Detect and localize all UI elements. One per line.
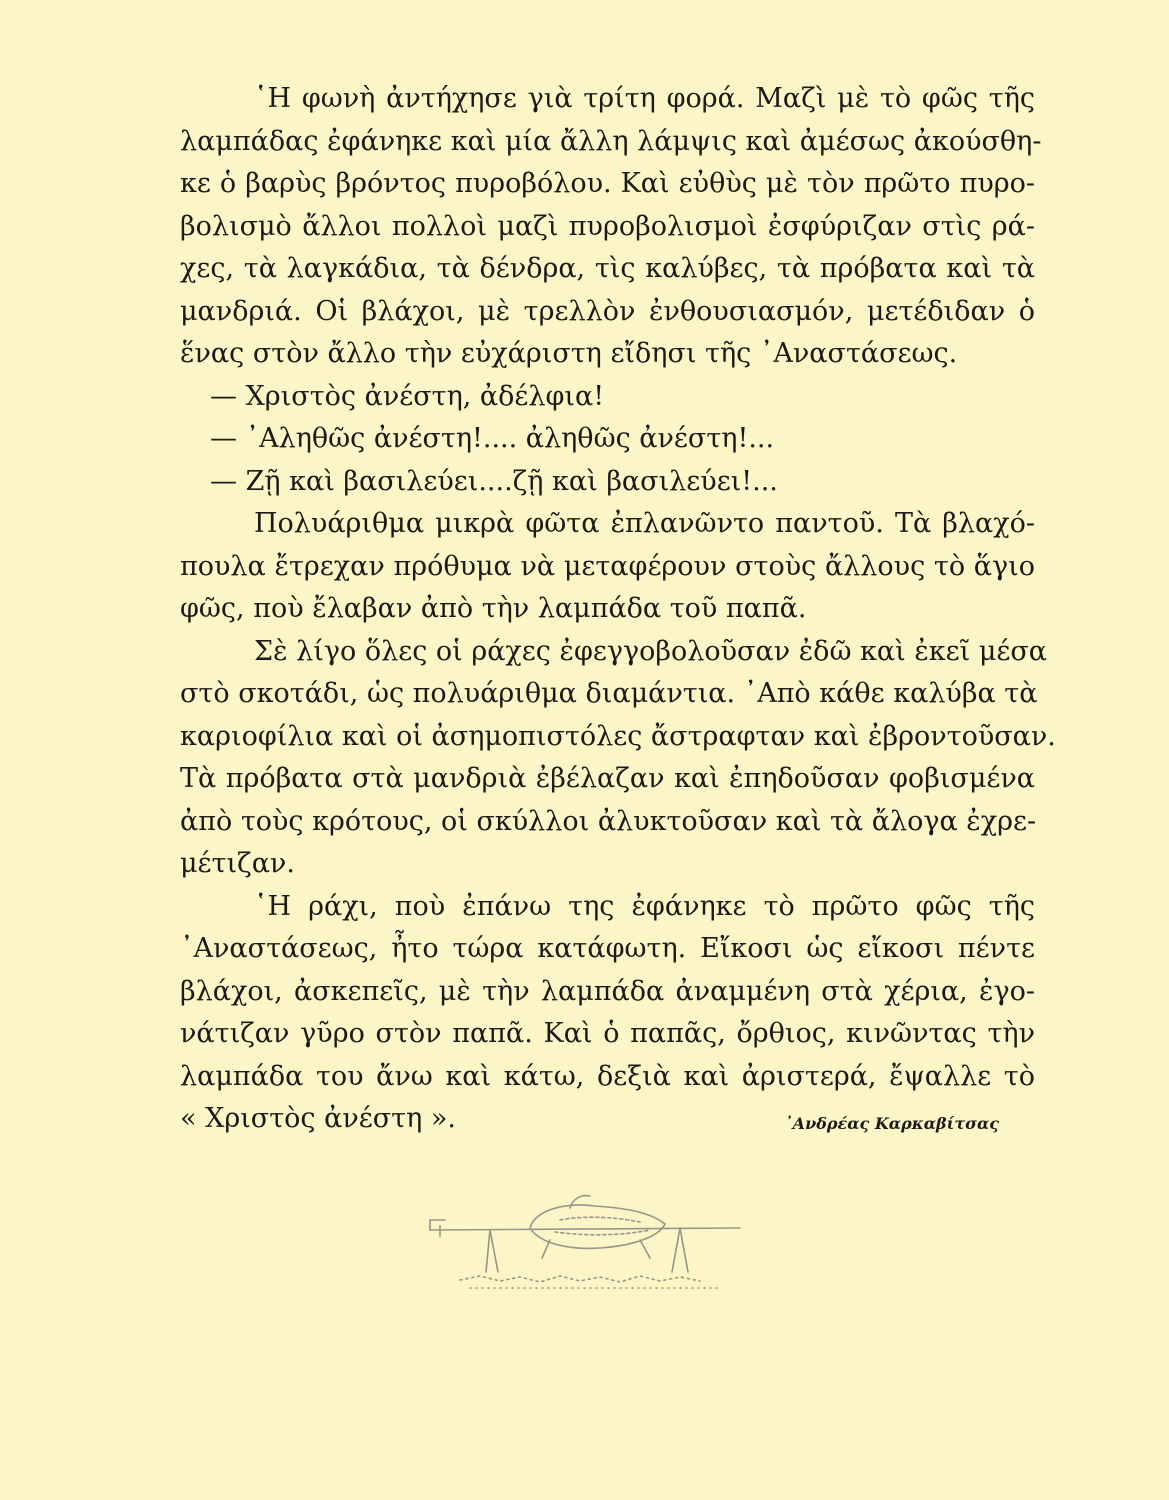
author-signature: ᾿Ανδρέας Καρκαβίτσας <box>784 1114 999 1133</box>
text-line: χες, τὰ λαγκάδια, τὰ δένδρα, τὶς καλύβες, τὰ πρόβατα καὶ τὰ <box>180 253 1035 284</box>
text-line: λαμπάδα του ἄνω καὶ κάτω, δεξιὰ καὶ ἀριστερά, ἔψαλλε τὸ <box>180 1060 1035 1092</box>
text-line: Πολυάριθμα μικρὰ φῶτα ἐπλανῶντο παντοῦ. Τὰ βλαχό- <box>254 508 1035 539</box>
text-line: πουλα ἔτρεχαν πρόθυμα νὰ μεταφέρουν στοὺς ἄλλους τὸ ἅγιο <box>180 550 1035 582</box>
story-text <box>180 78 1056 1141</box>
dialog-line: — Ζῇ καὶ βασιλεύει....ζῇ καὶ βασιλεύει!... <box>210 465 778 497</box>
text-line: ῾Η ράχι, ποὺ ἐπάνω της ἐφάνηκε τὸ πρῶτο φῶς τῆς <box>254 890 1035 922</box>
text-line: ᾿Αναστάσεως, ἦτο τώρα κατάφωτη. Εἴκοσι ὡς εἴκοσι πέντε <box>180 933 1035 964</box>
text-line: ἕνας στὸν ἄλλο τὴν εὐχάριστη εἴδησι τῆς ᾿Αναστάσεως. <box>180 338 958 369</box>
text-line: βλάχοι, ἀσκεπεῖς, μὲ τὴν λαμπάδα ἀναμμένη στὰ χέρια, ἐγο- <box>180 975 1035 1007</box>
text-line: ῾Η φωνὴ ἀντήχησε γιὰ τρίτη φορά. Μαζὶ μὲ τὸ φῶς τῆς <box>254 83 1035 114</box>
text-line: μέτιζαν. <box>180 848 295 879</box>
text-line: Σὲ λίγο ὅλες οἱ ράχες ἐφεγγοβολοῦσαν ἐδῶ καὶ ἐκεῖ μέσα <box>254 635 1048 667</box>
dialog-line: — ᾿Αληθῶς ἀνέστη!.... ἀληθῶς ἀνέστη!... <box>210 423 775 454</box>
text-line: λαμπάδας ἐφάνηκε καὶ μία ἄλλη λάμψις καὶ ἀμέσως ἀκούσθη- <box>180 125 1042 157</box>
text-line: φῶς, ποὺ ἔλαβαν ἀπὸ τὴν λαμπάδα τοῦ παπᾶ. <box>180 593 807 624</box>
text-line: βολισμὸ ἄλλοι πολλοὶ μαζὶ πυροβολισμοὶ ἐσφύριζαν στὶς ρά- <box>180 210 1035 242</box>
text-line: νάτιζαν γῦρο στὸν παπᾶ. Καὶ ὁ παπᾶς, ὄρθιος, κινῶντας τὴν <box>180 1018 1035 1049</box>
text-line: καριοφίλια καὶ οἱ ἀσημοπιστόλες ἄστραφταν καὶ ἐβροντοῦσαν. <box>180 720 1056 752</box>
spit-roast-lamb-icon <box>420 1180 750 1300</box>
text-line: « Χριστὸς ἀνέστη ». <box>180 1103 456 1134</box>
text-line: στὸ σκοτάδι, ὡς πολυάριθμα διαμάντια. ᾿Απὸ κάθε καλύβα τὰ <box>180 678 1038 709</box>
text-line: Τὰ πρόβατα στὰ μανδριὰ ἐβέλαζαν καὶ ἐπηδοῦσαν φοβισμένα <box>180 763 1035 794</box>
text-line: ἀπὸ τοὺς κρότους, οἱ σκύλλοι ἀλυκτοῦσαν καὶ τὰ ἄλογα ἐχρε- <box>180 805 1037 837</box>
text-line: κε ὁ βαρὺς βρόντος πυροβόλου. Καὶ εὐθὺς μὲ τὸν πρῶτο πυρο- <box>180 168 1035 199</box>
text-line: μανδριά. Οἱ βλάχοι, μὲ τρελλὸν ἐνθουσιασμόν, μετέδιδαν ὁ <box>180 295 1035 327</box>
dialog-line: — Χριστὸς ἀνέστη, ἀδέλφια! <box>210 380 605 412</box>
